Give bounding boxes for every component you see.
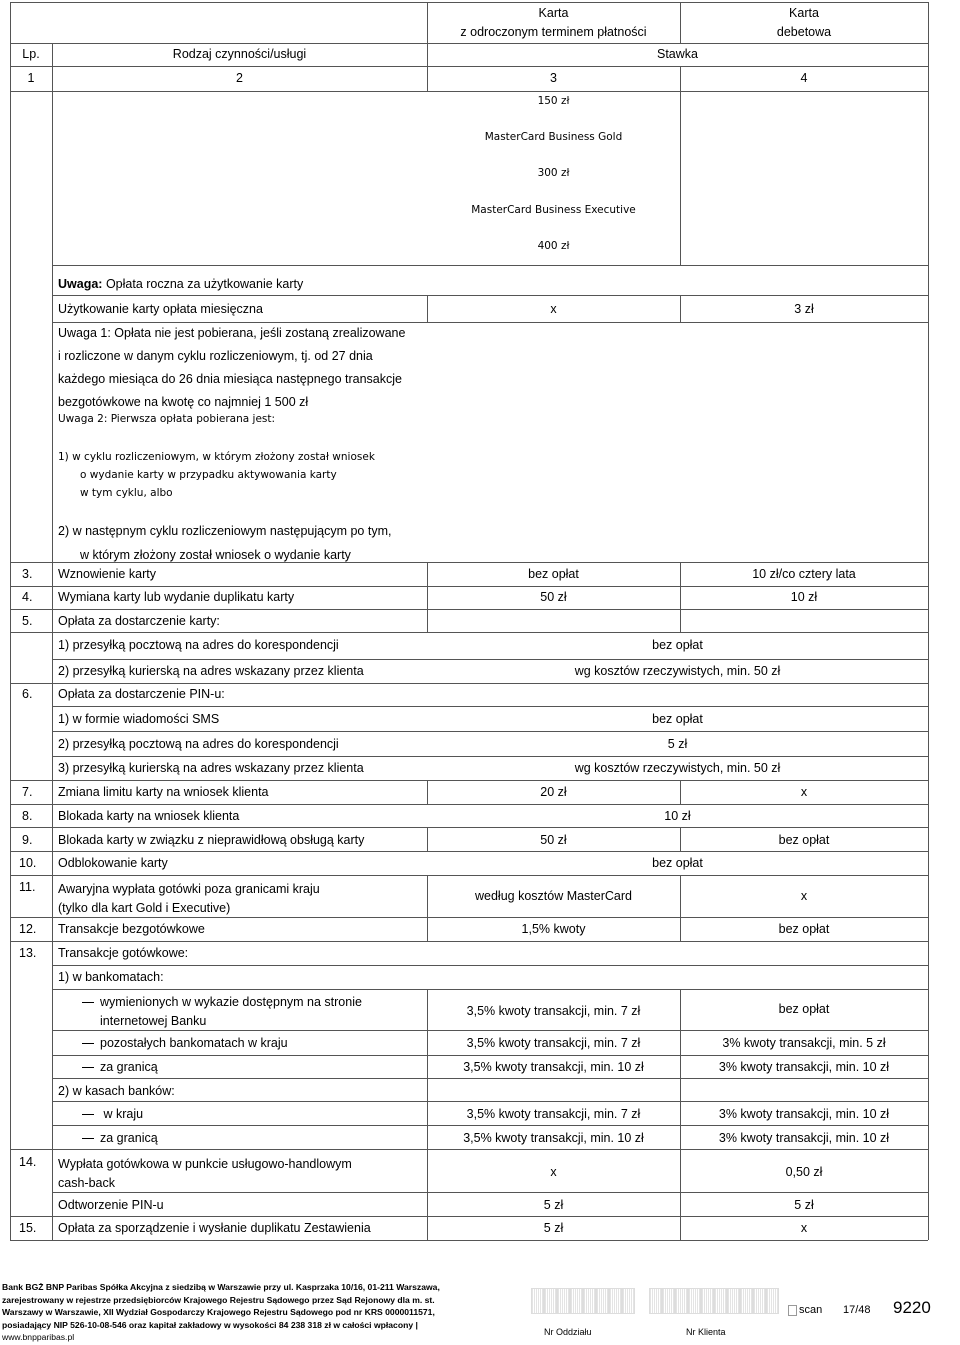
uwaga-text: Opłata roczna za użytkowanie karty (105, 277, 304, 291)
row-3-label: Wznowienie karty (58, 567, 156, 581)
row-4-col4: 10 zł (790, 590, 818, 604)
row-9-num: 9. (22, 833, 33, 847)
row-11-label-line: (tylko dla kart Gold i Executive) (58, 901, 231, 915)
row-14-pin-col4: 5 zł (794, 1198, 814, 1212)
row-11-num: 11. (19, 880, 36, 894)
row-15-label: Opłata za sporządzenie i wysłanie duplikatu Zestawienia (58, 1221, 371, 1235)
row-13-cash-domestic (82, 1107, 143, 1121)
uwaga-1-line: i rozliczone w danym cyklu rozliczeniowym, tj. od 27 dnia (58, 349, 373, 363)
row-13-cash-domestic-col4: 3% kwoty transakcji, min. 10 zł (718, 1107, 890, 1121)
header-col3-subtitle: z odroczonym terminem płatności (460, 25, 647, 39)
row-13-atm-listed-col3: 3,5% kwoty transakcji, min. 7 zł (466, 1004, 641, 1018)
header-lp: Lp. (22, 47, 40, 61)
row-13-atm-listed (82, 993, 362, 1031)
header-num-2: 2 (236, 71, 243, 85)
footer-line: zarejestrowany w rejestrze przedsiębiorców Krajowego Rejestru Sądowego przez Sąd Rejonowy dla m. st. (2, 1294, 435, 1305)
row-12-num: 12. (19, 922, 37, 936)
annual-fee-gold-label: MasterCard Business Gold (484, 131, 623, 143)
row-14-col4: 0,50 zł (785, 1165, 823, 1179)
row-13-cash-domestic-label: w kraju (100, 1107, 144, 1121)
nr-klienta-label: Nr Klienta (686, 1327, 726, 1337)
annual-fee-gold: 300 zł (537, 167, 570, 179)
row-13-cash-abroad (82, 1131, 158, 1145)
page-number: 17/48 (843, 1304, 871, 1316)
row-9-label: Blokada karty w związku z nieprawidłową obsługą karty (58, 833, 365, 847)
annual-fee-standard: 150 zł (537, 95, 570, 107)
row-11-col3: według kosztów MasterCard (474, 889, 632, 903)
footer-line: Bank BGŻ BNP Paribas Spółka Akcyjna z siedzibą w Warszawie przy ul. Kasprzaka 10/16, 01-211 Warszawa, (2, 1282, 440, 1292)
row-15-num: 15. (19, 1221, 37, 1235)
dash-icon (82, 1067, 94, 1068)
row-13-num: 13. (19, 946, 37, 960)
row-13-atm-other-label: pozostałych bankomatach w kraju (100, 1036, 288, 1050)
uwaga-1-line: bezgotówkowe na kwotę co najmniej 1 500 zł (58, 395, 309, 409)
row-6-sub-1-value: bez opłat (652, 712, 703, 726)
header-card-deferred (427, 4, 680, 42)
row-3-col4: 10 zł/co cztery lata (752, 567, 856, 581)
row-13-atm-abroad-col3: 3,5% kwoty transakcji, min. 10 zł (463, 1060, 644, 1074)
row-10-value: bez opłat (652, 856, 703, 870)
row-5-sub-2: 2) przesyłką kurierską na adres wskazany przez klienta (58, 664, 364, 678)
row-4-num: 4. (22, 590, 33, 604)
header-rodzaj: Rodzaj czynności/usługi (172, 47, 307, 61)
row-6-sub-3: 3) przesyłką kurierską na adres wskazany przez klienta (58, 761, 364, 775)
row-14-num: 14. (19, 1155, 37, 1169)
row-13-atm-other-col3: 3,5% kwoty transakcji, min. 7 zł (466, 1036, 641, 1050)
row-4-label: Wymiana karty lub wydanie duplikatu karty (58, 590, 295, 604)
row-15-col4: x (800, 1221, 808, 1235)
row-11-label (58, 880, 320, 918)
header-num-1: 1 (27, 71, 35, 85)
row-13-atm-abroad-label: za granicą (100, 1060, 158, 1074)
row-12-label: Transakcje bezgotówkowe (58, 922, 205, 936)
row-14-label (58, 1155, 352, 1193)
row-11-col4: x (800, 889, 808, 903)
row-7-num: 7. (22, 785, 33, 799)
row-13-atm-other-col4: 3% kwoty transakcji, min. 5 zł (722, 1036, 886, 1050)
uwaga-2-line: 1) w cyklu rozliczeniowym, w którym złożony został wniosek (58, 451, 375, 463)
row-7-col3: 20 zł (540, 785, 567, 799)
row-12-col3: 1,5% kwoty (521, 922, 586, 936)
dash-icon (82, 1043, 94, 1044)
row-14-col3: x (550, 1165, 557, 1179)
row-14-pin-col3: 5 zł (543, 1198, 564, 1212)
uwaga-1-line: Uwaga 1: Opłata nie jest pobierana, jeśli zostaną zrealizowane (58, 326, 406, 340)
uwaga-1-line: każdego miesiąca do 26 dnia miesiąca następnego transakcje (58, 372, 402, 386)
footer-line: posiadający NIP 526-10-08-546 oraz kapitał zakładowy w wysokości 84 238 318 zł w całości wpłacony | (2, 1319, 418, 1330)
row-7-label: Zmiana limitu karty na wniosek klienta (58, 785, 269, 799)
row-13-cash-abroad-label: za granicą (100, 1131, 158, 1145)
row-15-col3: 5 zł (543, 1221, 564, 1235)
branch-number-boxes (531, 1288, 641, 1312)
row-7-col4: x (800, 785, 808, 799)
client-number-boxes (649, 1288, 779, 1312)
row-13-atm-abroad (82, 1060, 158, 1074)
row-5-num: 5. (22, 614, 33, 628)
row-5-label: Opłata za dostarczenie karty: (58, 614, 220, 628)
row-9-col4: bez opłat (778, 833, 830, 847)
row-8-label: Blokada karty na wniosek klienta (58, 809, 240, 823)
monthly-fee-col4: 3 zł (794, 302, 814, 316)
annual-fee-executive: 400 zł (537, 240, 570, 252)
row-6-sub-2: 2) przesyłką pocztową na adres do korespondencji (58, 737, 339, 751)
row-5-sub-1-value: bez opłat (652, 638, 703, 652)
row-11-label-line: Awaryjna wypłata gotówki poza granicami kraju (58, 882, 320, 896)
annual-fee-executive-label: MasterCard Business Executive (471, 204, 636, 216)
monthly-fee-label: Użytkowanie karty opłata miesięczna (58, 302, 263, 316)
row-6-sub-3-value: wg kosztów rzeczywistych, min. 50 zł (574, 761, 781, 775)
scan-label: scan (799, 1304, 823, 1316)
dash-icon (82, 1138, 94, 1139)
row-13-atm-listed-col4: bez opłat (778, 1002, 830, 1016)
monthly-fee-col3: x (550, 302, 557, 316)
row-3-num: 3. (22, 567, 33, 581)
row-6-num: 6. (22, 687, 33, 701)
uwaga-2-line: w tym cyklu, albo (80, 487, 173, 499)
scan-marker (788, 1304, 822, 1316)
row-5-sub-2-value: wg kosztów rzeczywistych, min. 50 zł (574, 664, 781, 678)
row-12-col4: bez opłat (778, 922, 830, 936)
row-14-label-line: cash-back (58, 1176, 115, 1190)
row-13-cash-abroad-col3: 3,5% kwoty transakcji, min. 10 zł (463, 1131, 644, 1145)
row-13-atm-other (82, 1036, 288, 1050)
header-stawka: Stawka (657, 47, 698, 61)
uwaga-2-line: o wydanie karty w przypadku aktywowania karty (80, 469, 337, 481)
row-10-label: Odblokowanie karty (58, 856, 168, 870)
row-13-atm-abroad-col4: 3% kwoty transakcji, min. 10 zł (718, 1060, 890, 1074)
document-code: 9220 (893, 1298, 931, 1317)
uwaga-2-title: Uwaga 2: Pierwsza opłata pobierana jest: (58, 413, 276, 425)
header-col4-subtitle: debetowa (776, 25, 832, 39)
row-13-label: Transakcje gotówkowe: (58, 946, 189, 960)
row-6-label: Opłata za dostarczenie PIN-u: (58, 687, 225, 701)
nr-oddzialu-label: Nr Oddziału (544, 1327, 592, 1337)
header-card-debit (680, 4, 928, 42)
uwaga-2-item-2 (58, 519, 391, 567)
uwaga-1-note (58, 322, 405, 414)
row-6-sub-2-value: 5 zł (667, 737, 688, 751)
row-14-pin: Odtworzenie PIN-u (58, 1198, 164, 1212)
dash-icon (82, 1114, 94, 1115)
uwaga-annual-note (58, 277, 303, 291)
row-8-num: 8. (22, 809, 33, 823)
uwaga-2-item-1 (58, 448, 375, 502)
header-num-4: 4 (800, 71, 808, 85)
footer-legal (2, 1281, 440, 1344)
row-13-atm-listed-label: wymienionych w wykazie dostępnym na stronie (100, 995, 362, 1009)
row-9-col3: 50 zł (540, 833, 567, 847)
row-4-col3: 50 zł (540, 590, 567, 604)
row-6-sub-1: 1) w formie wiadomości SMS (58, 712, 220, 726)
row-13-atm: 1) w bankomatach: (58, 970, 164, 984)
row-5-sub-1: 1) przesyłką pocztową na adres do korespondencji (58, 638, 339, 652)
footer-website[interactable]: www.bnpparibas.pl (2, 1332, 75, 1342)
header-col3-title: Karta (538, 6, 569, 20)
header-num-3: 3 (550, 71, 557, 85)
checkbox-icon (788, 1305, 797, 1316)
row-13-cash: 2) w kasach banków: (58, 1084, 175, 1098)
row-8-value: 10 zł (664, 809, 691, 823)
row-14-label-line: Wypłata gotówkowa w punkcie usługowo-handlowym (58, 1157, 352, 1171)
uwaga-2-line: 2) w następnym cyklu rozliczeniowym następującym po tym, (58, 524, 392, 538)
row-3-col3: bez opłat (528, 567, 579, 581)
uwaga-label: Uwaga: (58, 277, 103, 291)
uwaga-2-line: w którym złożony został wniosek o wydanie karty (80, 548, 351, 562)
row-13-cash-abroad-col4: 3% kwoty transakcji, min. 10 zł (718, 1131, 890, 1145)
row-13-atm-listed-label: internetowej Banku (100, 1014, 207, 1028)
row-13-cash-domestic-col3: 3,5% kwoty transakcji, min. 7 zł (466, 1107, 641, 1121)
row-10-num: 10. (19, 856, 37, 870)
dash-icon (82, 1002, 94, 1003)
header-col4-title: Karta (789, 6, 819, 20)
footer-line: Warszawy w Warszawie, XII Wydział Gospodarczy Krajowego Rejestru Sądowego pod nr KRS 0000011571, (2, 1307, 435, 1317)
